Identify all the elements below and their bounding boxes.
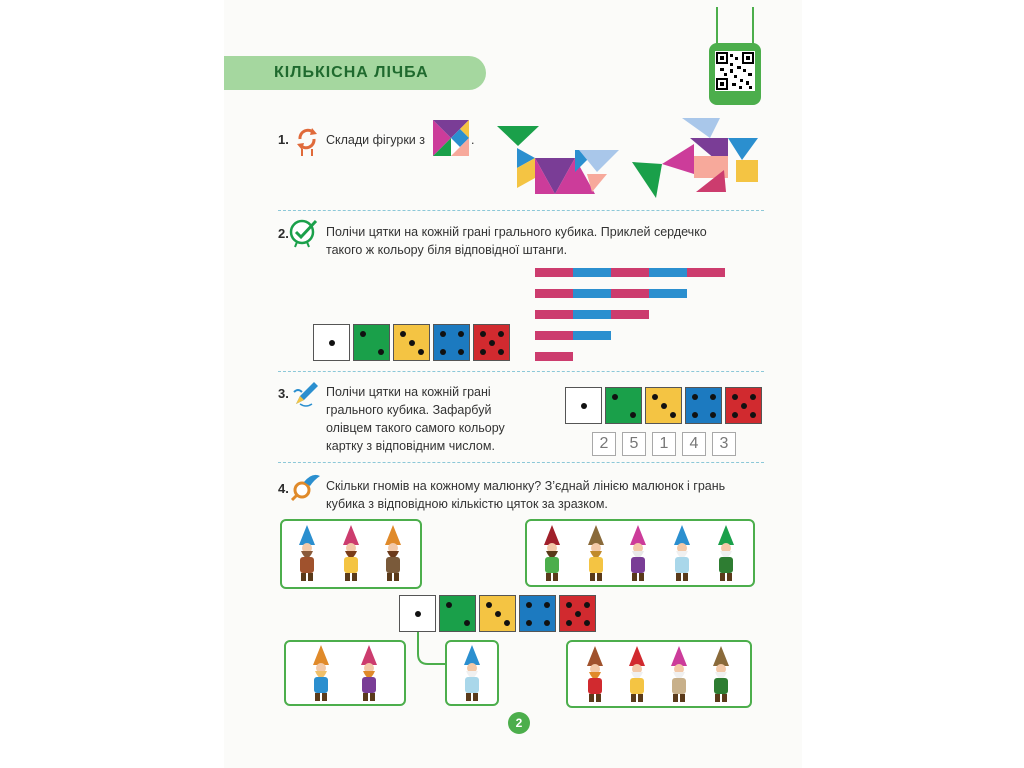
dice-row <box>565 387 765 425</box>
tangram-fish-figure <box>497 124 622 196</box>
die-face-2 <box>605 387 642 424</box>
die-face-5 <box>725 387 762 424</box>
gnome-picture-2[interactable] <box>284 640 406 706</box>
die-face-5[interactable] <box>559 595 596 632</box>
tangram-square-icon <box>433 120 469 156</box>
bar-segment-blue <box>649 289 687 298</box>
tangram-fish-figure <box>632 116 760 200</box>
bar-segment-blue <box>573 331 611 340</box>
task-2-text-line1: Полічи цятки на кожній грані грального кубика. Приклей сердечко <box>326 225 707 239</box>
dice-row <box>399 595 599 633</box>
bar-segment-magenta <box>535 310 573 319</box>
bar-segment-magenta <box>611 310 649 319</box>
die-face-4[interactable] <box>519 595 556 632</box>
gnome-figure <box>625 525 651 583</box>
gnome-figure <box>666 646 692 704</box>
bar-segment-blue <box>649 268 687 277</box>
gnome-figure <box>583 525 609 583</box>
bar-segment-magenta <box>611 289 649 298</box>
task-1-number: 1. <box>278 132 289 147</box>
task-4-text-line2: кубика з відповідною кількістю цяток за зразком. <box>326 497 608 511</box>
die-face-4 <box>433 324 470 361</box>
die-face-1 <box>565 387 602 424</box>
bar-segment-blue <box>573 310 611 319</box>
number-card[interactable]: 4 <box>682 432 706 456</box>
die-face-2[interactable] <box>439 595 476 632</box>
task-1-text: Склади фігурки з <box>326 133 425 147</box>
bar-segment-magenta <box>611 268 649 277</box>
number-card[interactable]: 3 <box>712 432 736 456</box>
gnome-picture-5[interactable] <box>525 519 755 587</box>
task-3-number: 3. <box>278 386 289 401</box>
gnome-figure <box>624 646 650 704</box>
gnome-figure <box>582 646 608 704</box>
gnome-figure <box>294 525 320 583</box>
task-3-line1: Полічи цятки на кожній грані <box>326 385 491 399</box>
magnifier-icon <box>290 472 322 502</box>
task-2-text-line2: такого ж кольору біля відповідної штанги. <box>326 243 568 257</box>
bar-segment-magenta <box>687 268 725 277</box>
bar-segment-magenta <box>535 289 573 298</box>
die-face-5 <box>473 324 510 361</box>
section-separator <box>278 462 764 463</box>
gnome-figure <box>713 525 739 583</box>
rotate-icon <box>296 125 318 157</box>
number-card[interactable]: 5 <box>622 432 646 456</box>
gnome-picture-1[interactable] <box>445 640 499 706</box>
number-card[interactable]: 1 <box>652 432 676 456</box>
gnome-figure <box>308 645 334 703</box>
section-separator <box>278 210 764 211</box>
bar-segment-magenta <box>535 331 573 340</box>
task-3-line2: грального кубика. Зафарбуй <box>326 403 492 417</box>
die-face-3 <box>393 324 430 361</box>
page-title: КІЛЬКІСНА ЛІЧБА <box>274 64 429 81</box>
gnome-figure <box>669 525 695 583</box>
gnome-picture-3[interactable] <box>280 519 422 589</box>
bar-segment-blue <box>573 268 611 277</box>
gnome-figure <box>708 646 734 704</box>
task-4-number: 4. <box>278 481 289 496</box>
task-1-period: . <box>471 133 475 147</box>
task-4-text-line1: Скільки гномів на кожному малюнку? З’єднай лінією малюнок і грань <box>326 479 726 493</box>
gnome-figure <box>338 525 364 583</box>
gnome-figure <box>380 525 406 583</box>
task-3-line4: картку з відповідним числом. <box>326 439 495 453</box>
page-number: 2 <box>508 712 530 734</box>
task-2-number: 2. <box>278 226 289 241</box>
die-face-1 <box>313 324 350 361</box>
die-face-3[interactable] <box>479 595 516 632</box>
gnome-figure <box>539 525 565 583</box>
gnome-picture-4[interactable] <box>566 640 752 708</box>
gnome-figure <box>459 645 485 703</box>
die-face-4 <box>685 387 722 424</box>
gnome-figure <box>356 645 382 703</box>
dice-row <box>313 324 513 362</box>
bar-segment-magenta <box>535 268 573 277</box>
bar-segment-magenta <box>535 352 573 361</box>
bar-segment-blue <box>573 289 611 298</box>
qr-code-icon[interactable] <box>709 43 761 105</box>
section-separator <box>278 371 764 372</box>
bars-chart <box>535 268 727 364</box>
check-icon <box>288 218 320 248</box>
task-3-line3: олівцем такого самого кольору <box>326 421 505 435</box>
die-face-1[interactable] <box>399 595 436 632</box>
pencil-icon <box>292 378 320 408</box>
die-face-2 <box>353 324 390 361</box>
die-face-3 <box>645 387 682 424</box>
number-card[interactable]: 2 <box>592 432 616 456</box>
